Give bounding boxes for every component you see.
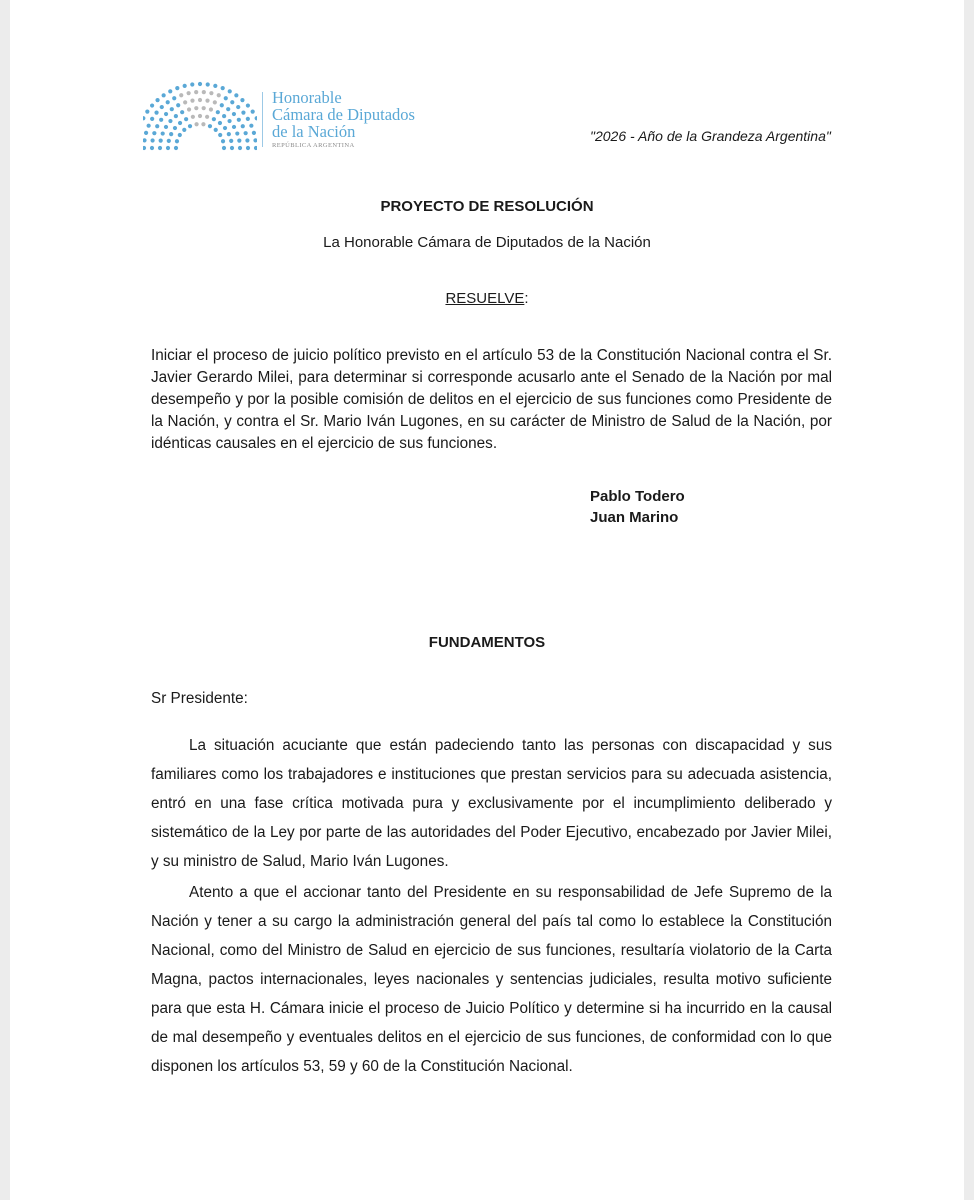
logo-seat-dot — [237, 139, 241, 143]
logo-seat-dot — [205, 115, 209, 119]
fundamentos-title: FUNDAMENTOS — [428, 634, 546, 651]
logo-seat-dot — [145, 110, 149, 114]
institution-line-2: Cámara de Diputados — [272, 105, 415, 124]
logo-seat-dot — [226, 107, 230, 111]
logo-seat-dot — [235, 131, 239, 135]
logo-seat-dot — [252, 131, 256, 135]
institution-line-3: de la Nación — [272, 122, 356, 141]
logo-seat-dot — [158, 146, 162, 150]
year-motto: "2026 - Año de la Grandeza Argentina" — [590, 128, 831, 144]
institution-subtitle: REPÚBLICA ARGENTINA — [272, 142, 355, 149]
logo-seat-dot — [254, 146, 257, 150]
logo-seat-dot — [180, 110, 184, 114]
logo-seat-dot — [162, 93, 166, 97]
institution-name — [272, 89, 415, 149]
logo-seat-dot — [175, 86, 179, 90]
logo-seat-dot — [150, 103, 154, 107]
logo-seat-dot — [160, 105, 164, 109]
logo-seat-dot — [214, 128, 218, 132]
logo-seat-dot — [237, 118, 241, 122]
logo-seat-dot — [221, 86, 225, 90]
logo-seat-dot — [209, 107, 213, 111]
logo-seat-dot — [246, 117, 250, 121]
logo-seat-dot — [172, 96, 176, 100]
logo-seat-dot — [232, 125, 236, 129]
logo-seat-dot — [143, 138, 147, 142]
logo-seat-dot — [232, 112, 236, 116]
logo-seat-dot — [246, 103, 250, 107]
resuelve-colon: : — [524, 290, 529, 307]
logo-seat-dot — [216, 110, 220, 114]
logo-seat-dot — [183, 84, 187, 88]
logo-seat-dot — [212, 117, 216, 121]
signatory-1: Pablo Todero — [590, 488, 685, 505]
logo-seat-dot — [194, 106, 198, 110]
logo-seat-dot — [198, 98, 202, 102]
logo-seat-dot — [194, 90, 198, 94]
logo-seat-dot — [143, 116, 145, 120]
logo-seat-dot — [227, 119, 231, 123]
logo-seat-dot — [143, 146, 146, 150]
logo-seat-dot — [155, 98, 159, 102]
logo-seat-dot — [166, 100, 170, 104]
logo-seat-dot — [168, 89, 172, 93]
logo-seat-dot — [174, 146, 178, 150]
resuelve-heading — [0, 290, 974, 307]
logo-seat-dot — [188, 124, 192, 128]
logo-seat-dot — [175, 139, 179, 143]
logo-seat-dot — [174, 114, 178, 118]
logo-seat-dot — [159, 139, 163, 143]
logo-seat-dot — [187, 91, 191, 95]
logo-seat-dot — [168, 119, 172, 123]
fundamentos-paragraph-2: Atento a que el accionar tanto del Presidente en su responsabilidad de Jefe Supremo de la Nación y tener a su cargo la administración general del país tal como lo establece la Constitución Nacional, como del Ministro de Salud en ejercicio de sus funciones, resultaría violatorio de la Carta Magna, pactos internacionales, leyes nacionales y sentencias judiciales, resulta motivo suficiente para que esta H. Cámara inicie el proceso de Juicio Político y determine si ha incurrido en la causal de mal desempeño y eventuales delitos en el ejercicio de sus funciones, de conformidad con lo que disponen los artículos 53, 59 y 60 de la Constitución Nacional. — [151, 884, 832, 1075]
logo-seat-dot — [222, 146, 226, 150]
logo-seat-dot — [222, 114, 226, 118]
logo-seat-dot — [164, 125, 168, 129]
logo-seat-dot — [224, 96, 228, 100]
logo-seat-dot — [240, 98, 244, 102]
logo-seat-dot — [164, 112, 168, 116]
logo-seat-dot — [201, 122, 205, 126]
logo-seat-dot — [234, 93, 238, 97]
chamber-logo-icon — [143, 78, 257, 152]
logo-seat-dot — [159, 118, 163, 122]
logo-seat-dot — [152, 131, 156, 135]
logo-seat-dot — [178, 133, 182, 137]
logo-seat-dot — [198, 114, 202, 118]
logo-seat-dot — [249, 124, 253, 128]
logo-seat-dot — [202, 90, 206, 94]
logo-seat-dot — [251, 110, 255, 114]
logo-seat-dot — [227, 132, 231, 136]
resuelve-word: RESUELVE — [445, 290, 525, 307]
logo-seat-dot — [236, 105, 240, 109]
logo-seat-dot — [241, 111, 245, 115]
logo-seat-dot — [190, 82, 194, 86]
logo-seat-dot — [150, 117, 154, 121]
logo-seat-dot — [223, 126, 227, 130]
logo-seat-dot — [173, 126, 177, 130]
logo-seat-dot — [238, 146, 242, 150]
logo-seat-dot — [206, 82, 210, 86]
logo-seat-dot — [183, 100, 187, 104]
signatory-2: Juan Marino — [590, 509, 679, 526]
chamber-heading: La Honorable Cámara de Diputados de la Nación — [323, 234, 651, 251]
logo-seat-dot — [213, 84, 217, 88]
logo-seat-dot — [182, 128, 186, 132]
logo-seat-dot — [170, 107, 174, 111]
logo-seat-dot — [241, 124, 245, 128]
logo-seat-dot — [191, 115, 195, 119]
logo-seat-dot — [178, 121, 182, 125]
logo-seat-dot — [161, 131, 165, 135]
logo-seat-dot — [218, 133, 222, 137]
logo-seat-dot — [155, 124, 159, 128]
logo-seat-dot — [217, 93, 221, 97]
logo-seat-dot — [150, 138, 154, 142]
logo-seat-dot — [198, 82, 202, 86]
logo-seat-dot — [154, 111, 158, 115]
logo-seat-dot — [202, 106, 206, 110]
fundamentos-paragraph-1: La situación acuciante que están padeciendo tanto las personas con discapacidad y sus familiares como los trabajadores e instituciones que prestan servicios para su adecuada asistencia, entró en una fase crítica motivada pura y exclusivamente por el incumplimiento deliberado y sistemático de la Ley por parte de las autoridades del Poder Ejecutivo, encabezado por Javier Milei, y su ministro de Salud, Mario Iván Lugones. — [151, 737, 832, 870]
logo-seat-dot — [187, 107, 191, 111]
logo-seat-dot — [213, 100, 217, 104]
logo-seat-dot — [166, 146, 170, 150]
project-title: PROYECTO DE RESOLUCIÓN — [380, 198, 594, 215]
logo-seat-dot — [150, 146, 154, 150]
logo-seat-dot — [147, 124, 151, 128]
logo-seat-dot — [184, 117, 188, 121]
institution-line-1: Honorable — [272, 88, 342, 107]
logo-seat-dot — [194, 122, 198, 126]
logo-seat-dot — [209, 91, 213, 95]
logo-seat-dot — [244, 131, 248, 135]
logo-seat-dot — [245, 138, 249, 142]
logo-seat-dot — [221, 139, 225, 143]
logo-seat-dot — [228, 89, 232, 93]
logo-seat-dot — [255, 116, 257, 120]
logo-seat-dot — [253, 138, 257, 142]
salutation: Sr Presidente: — [151, 690, 248, 707]
logo-seat-dot — [205, 98, 209, 102]
logo-seat-dot — [167, 139, 171, 143]
resolution-body: Iniciar el proceso de juicio político previsto en el artículo 53 de la Constitución Nacional contra el Sr. Javier Gerardo Milei, para determinar si corresponde acusarlo ante el Senado de la Nación por mal desempeño y por la posible comisión de delitos en el ejercicio de sus funciones como Presidente de la Nación, y contra el Sr. Mario Iván Lugones, en su carácter de Ministro de Salud de la Nación, por idénticas causales en el ejercicio de sus funciones. — [151, 347, 832, 452]
logo-seat-dot — [220, 103, 224, 107]
logo-seat-dot — [190, 98, 194, 102]
logo-seat-dot — [229, 139, 233, 143]
logo-seat-dot — [230, 100, 234, 104]
logo-divider — [262, 92, 263, 147]
logo-seat-dot — [169, 132, 173, 136]
logo-seat-dot — [144, 131, 148, 135]
logo-seat-dot — [176, 103, 180, 107]
logo-seat-dot — [230, 146, 234, 150]
logo-seat-dot — [179, 93, 183, 97]
logo-seat-dot — [208, 124, 212, 128]
logo-seat-dot — [246, 146, 250, 150]
logo-seat-dot — [218, 121, 222, 125]
